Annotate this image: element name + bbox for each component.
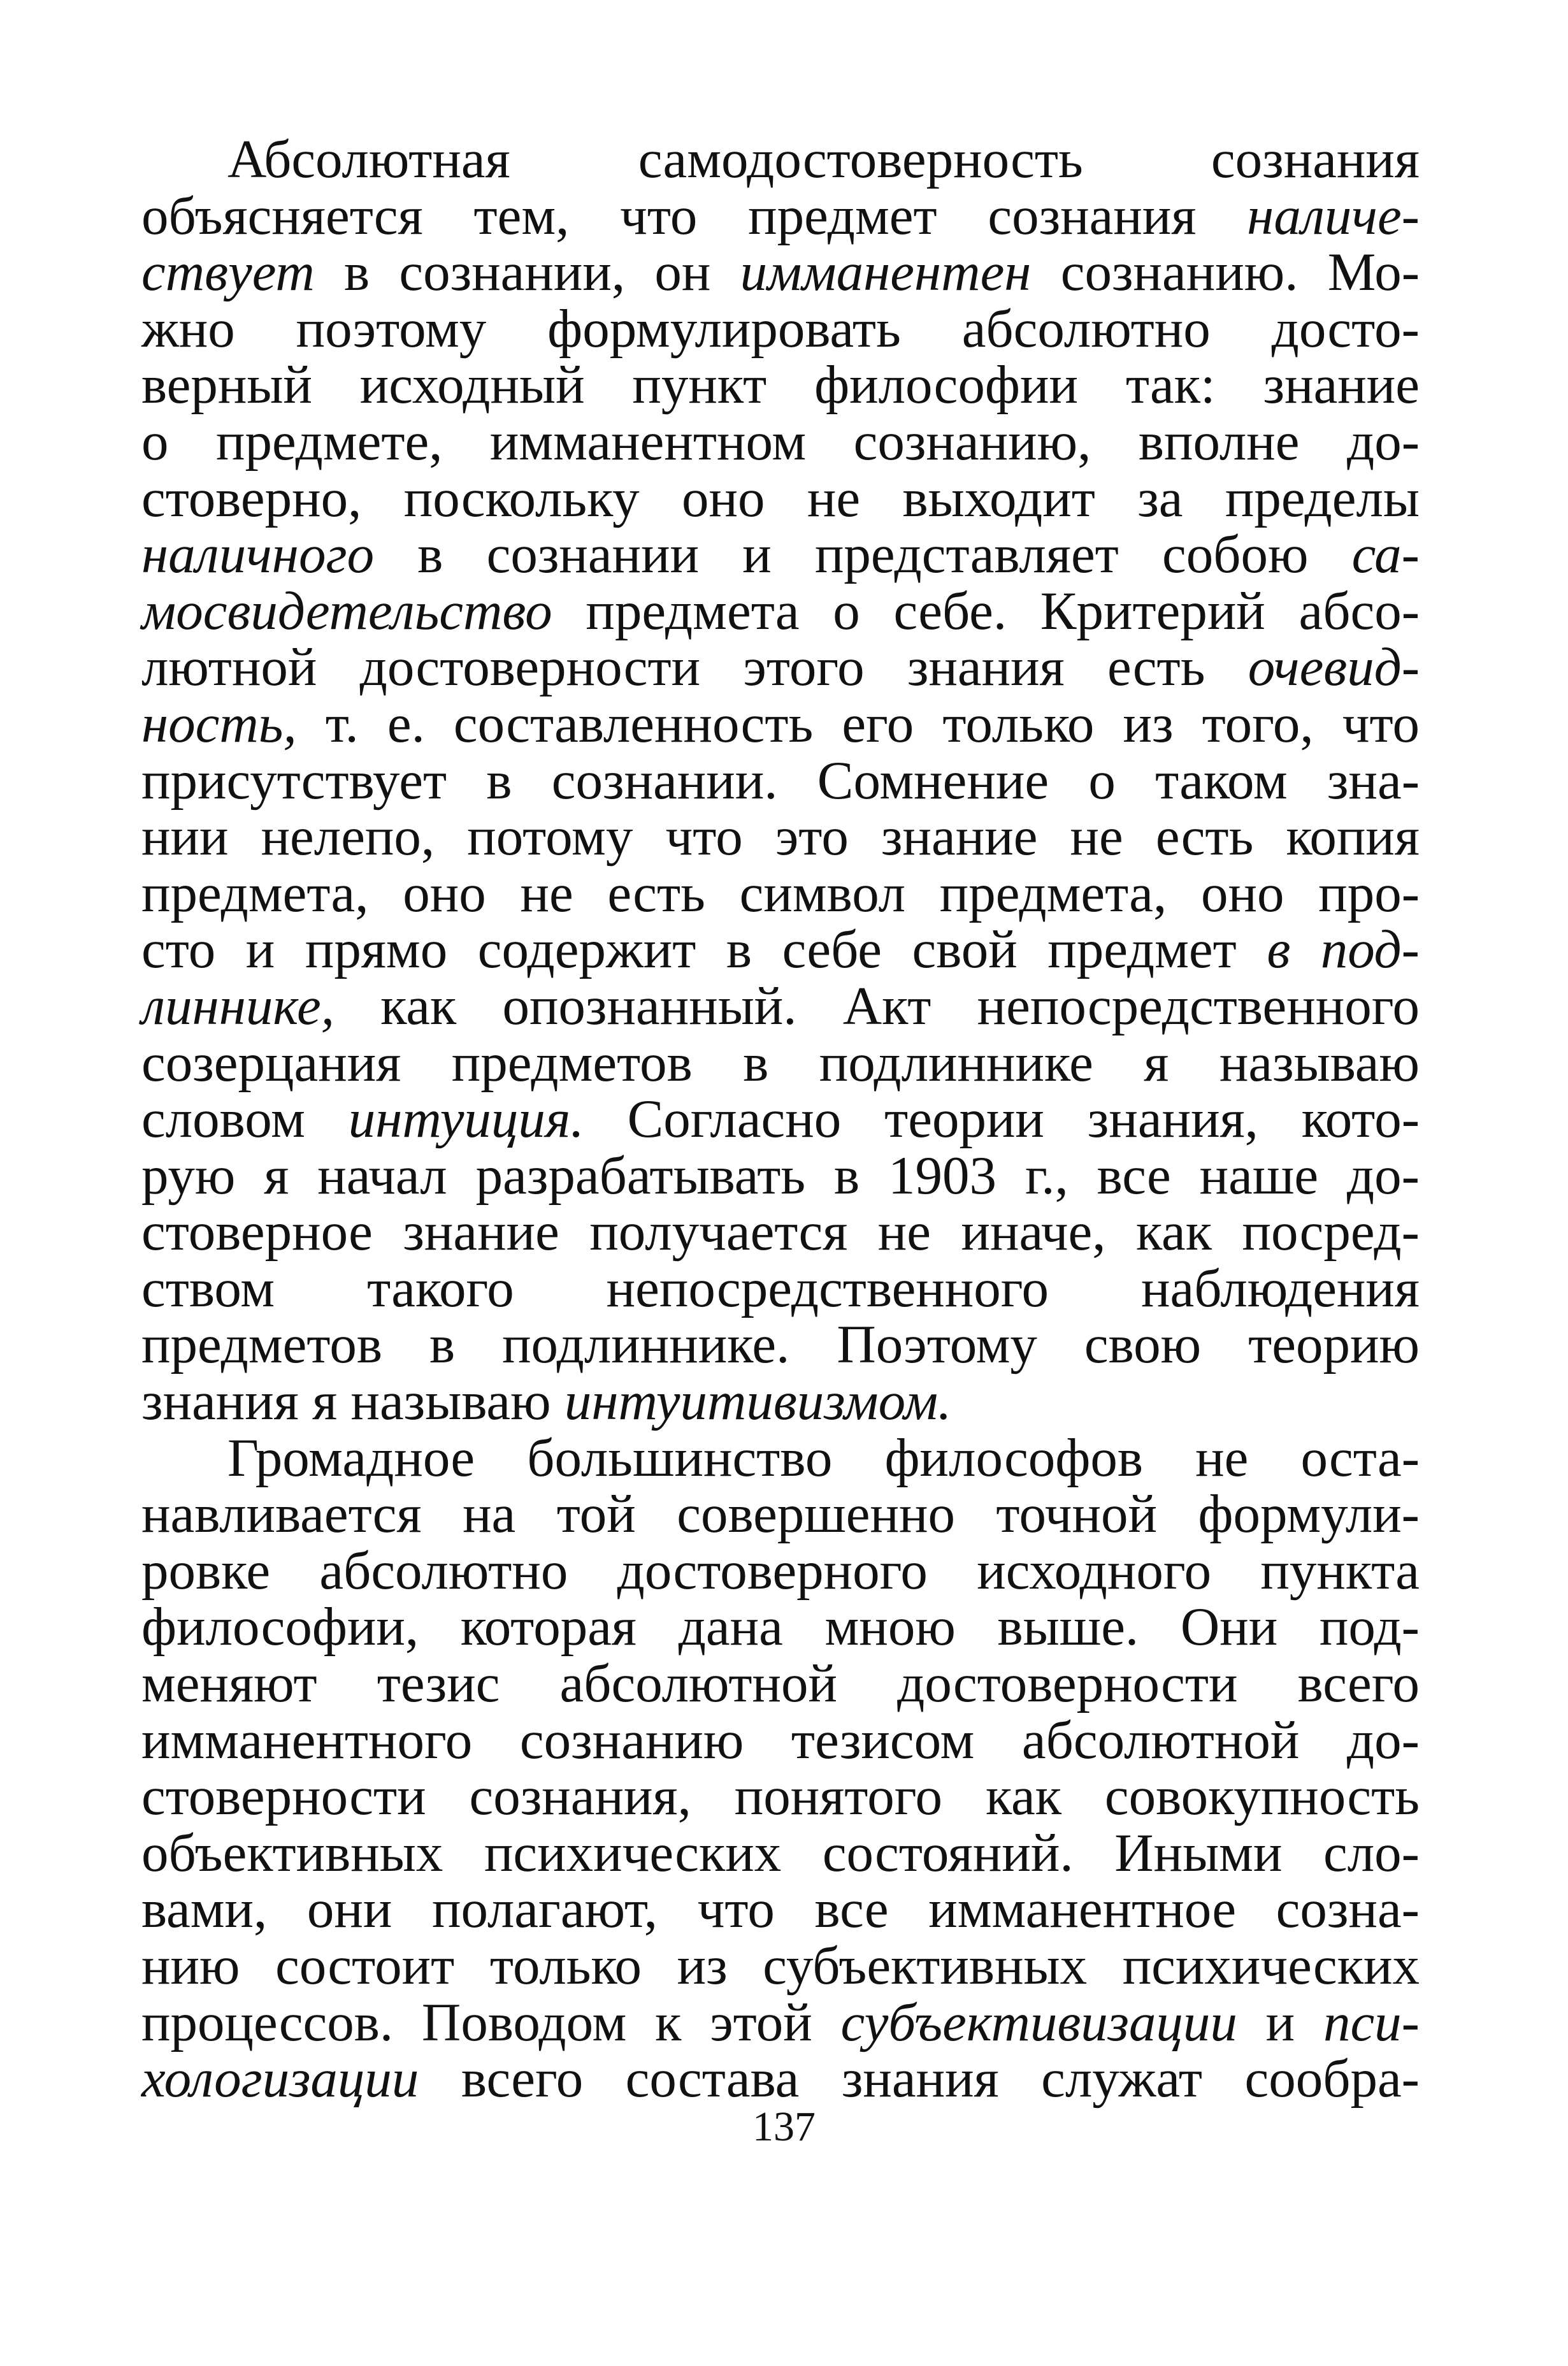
- text-line: [141, 1540, 1420, 1601]
- text-run: как опознанный. Акт непосредственного: [334, 976, 1420, 1036]
- text-run: о предмете, имманентном сознанию, вполне до-: [141, 411, 1420, 472]
- text-line: [141, 1427, 1420, 1488]
- text-run: ровке абсолютно достоверного исходного пункта: [141, 1540, 1420, 1601]
- italic-text: наличе-: [1247, 185, 1420, 246]
- text-run: ством такого непосредственного наблюдения: [141, 1258, 1420, 1318]
- text-run: знания я называю: [141, 1371, 565, 1432]
- text-run: объясняется тем, что предмет сознания: [141, 185, 1248, 246]
- text-run: Согласно теории знания, кото-: [584, 1089, 1420, 1150]
- text-run: в сознании, он: [314, 242, 740, 303]
- text-line: [141, 1260, 1420, 1317]
- text-run: созерцания предметов в подлиннике я называю: [141, 1032, 1420, 1093]
- text-run: верный исходный пункт философии так: знание: [141, 355, 1420, 415]
- italic-text: наличного: [141, 524, 375, 585]
- text-run: рую я начал разрабатывать в 1903 г., все наше до-: [141, 1145, 1420, 1206]
- text-line: [141, 131, 1420, 188]
- text-line: [141, 750, 1420, 811]
- text-line: [141, 1486, 1420, 1543]
- text-run: стоверности сознания, понятого как совокупность: [141, 1766, 1420, 1827]
- text-run: предмета, оно не есть символ предмета, оно про-: [141, 863, 1420, 923]
- text-line: [141, 1032, 1420, 1093]
- italic-text: ствует: [141, 242, 315, 303]
- text-line: [141, 1768, 1420, 1825]
- text-line: [141, 921, 1420, 978]
- text-run: в сознании и представляет собою: [374, 524, 1352, 585]
- text-line: [141, 1655, 1420, 1712]
- page-number: 137: [752, 2103, 816, 2150]
- text-run: философии, которая дана мною выше. Они под-: [141, 1597, 1420, 1657]
- text-line: [141, 1145, 1420, 1206]
- text-line: [141, 470, 1420, 527]
- text-run: всего состава знания служат сообра-: [419, 2049, 1420, 2109]
- text-run: присутствует в сознании. Сомнение о таком зна-: [141, 750, 1420, 811]
- text-line: [141, 639, 1420, 696]
- text-run: вами, они полагают, что все имманентное созна-: [141, 1879, 1420, 1940]
- text-line: [141, 1712, 1420, 1769]
- text-run: объективных психических состояний. Иными сло-: [141, 1822, 1420, 1883]
- body-text: [141, 131, 1420, 2107]
- text-line: [141, 1091, 1420, 1148]
- text-line: [141, 1822, 1420, 1883]
- text-run: предметов в подлиннике. Поэтому свою теорию: [141, 1315, 1420, 1375]
- italic-text: линнике,: [141, 976, 335, 1036]
- text-line: [141, 1881, 1420, 1938]
- text-line: [141, 978, 1420, 1035]
- text-line: [141, 411, 1420, 472]
- text-run: имманентного сознанию тезисом абсолютной до-: [141, 1710, 1420, 1770]
- text-run: сто и прямо содержит в себе свой предмет: [141, 920, 1267, 980]
- italic-text: субъективизации: [840, 1992, 1237, 2052]
- text-run: стоверно, поскольку оно не выходит за пределы: [141, 468, 1420, 528]
- text-run: навливается на той совершенно точной формули-: [141, 1484, 1420, 1545]
- italic-text: са-: [1351, 524, 1420, 585]
- italic-text: интуиция.: [348, 1089, 584, 1150]
- text-run: предмета о себе. Критерий абсо-: [552, 581, 1420, 641]
- text-run: словом: [141, 1089, 349, 1150]
- italic-text: мосвидетельство: [141, 581, 552, 641]
- text-run: Абсолютная самодостоверность сознания: [227, 129, 1420, 189]
- italic-text: очевид-: [1248, 637, 1420, 698]
- paragraph: [141, 1427, 1420, 2109]
- text-run: стоверное знание получается не иначе, как посред-: [141, 1202, 1420, 1262]
- text-line: [141, 1992, 1420, 2052]
- text-line: [141, 357, 1420, 414]
- italic-text: хологизации: [141, 2049, 419, 2109]
- text-run: сознанию. Мо-: [1031, 242, 1420, 303]
- text-run: Громадное большинство философов не оста-: [227, 1427, 1420, 1488]
- text-line: [141, 809, 1420, 865]
- text-line: [141, 1316, 1420, 1373]
- text-line: [141, 1599, 1420, 1655]
- text-line: [141, 526, 1420, 583]
- paragraph: [141, 131, 1420, 1430]
- italic-text: ность,: [141, 693, 297, 754]
- text-line: [141, 185, 1420, 246]
- text-run: нию состоит только из субъективных психических: [141, 1936, 1420, 1996]
- text-line: [141, 865, 1420, 922]
- text-line: [141, 298, 1420, 359]
- text-run: и: [1237, 1992, 1323, 2052]
- text-line: [141, 244, 1420, 301]
- text-line: [141, 1373, 1420, 1430]
- italic-text: интуитивизмом.: [564, 1371, 952, 1432]
- text-run: процессов. Поводом к этой: [141, 1992, 841, 2052]
- text-line: [141, 1204, 1420, 1260]
- text-run: меняют тезис абсолютной достоверности всего: [141, 1654, 1420, 1714]
- text-run: жно поэтому формулировать абсолютно досто-: [141, 298, 1420, 359]
- text-line: [141, 693, 1420, 754]
- italic-text: имманентен: [740, 242, 1032, 303]
- italic-text: в под-: [1267, 920, 1420, 980]
- italic-text: пси-: [1323, 1992, 1420, 2052]
- text-line: [141, 583, 1420, 640]
- text-run: лютной достоверности этого знания есть: [141, 637, 1248, 698]
- text-line: [141, 1938, 1420, 1995]
- text-run: нии нелепо, потому что это знание не есть копия: [141, 807, 1420, 867]
- text-line: [141, 2051, 1420, 2107]
- text-run: т. е. составленность его только из того, что: [296, 693, 1420, 754]
